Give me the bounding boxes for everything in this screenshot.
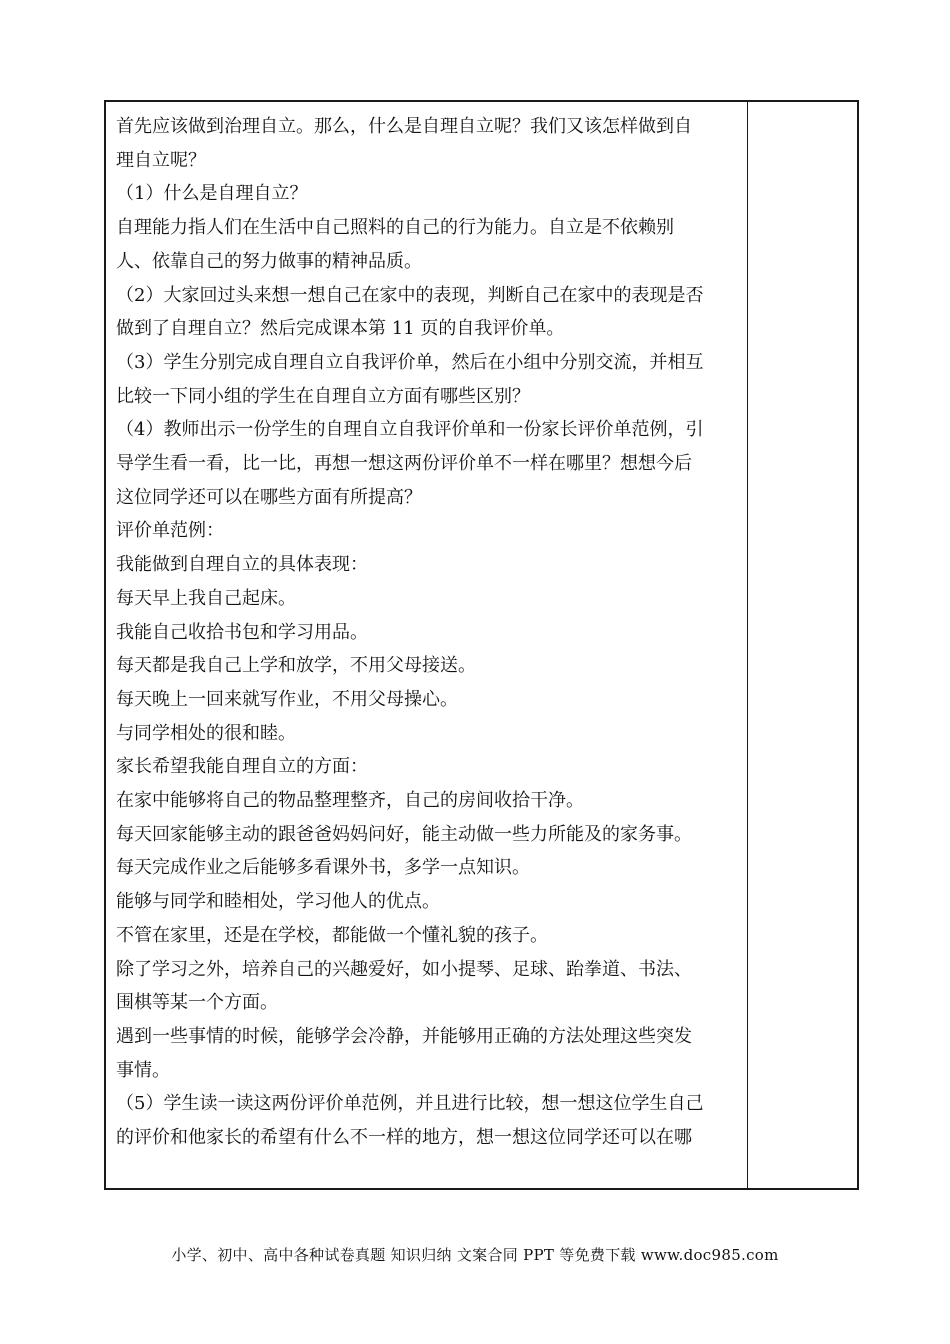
text-line: 评价单范例： — [116, 520, 224, 542]
text-line: 围棋等某一个方面。 — [116, 992, 278, 1014]
text-line: 在家中能够将自己的物品整理整齐，自己的房间收拾干净。 — [116, 790, 584, 812]
text-line: 做到了自理自立？然后完成课本第 11 页的自我评价单。 — [116, 318, 565, 340]
text-line: 不管在家里，还是在学校，都能做一个懂礼貌的孩子。 — [116, 924, 548, 946]
text-line: 遇到一些事情的时候，能够学会冷静，并能够用正确的方法处理这些突发 — [116, 1025, 692, 1047]
text-line: 每天都是我自己上学和放学，不用父母接送。 — [116, 655, 476, 677]
text-line: 人、依靠自己的努力做事的精神品质。 — [116, 250, 422, 272]
text-body — [116, 110, 741, 1155]
text-line: （2）大家回过头来想一想自己在家中的表现，判断自己在家中的表现是否 — [116, 284, 704, 306]
text-line: 与同学相处的很和睦。 — [116, 722, 296, 744]
text-line: 理自立呢？ — [116, 149, 206, 171]
text-line: 每天回家能够主动的跟爸爸妈妈问好，能主动做一些力所能及的家务事。 — [116, 823, 692, 845]
text-line: 的评价和他家长的希望有什么不一样的地方，想一想这位同学还可以在哪 — [116, 1127, 692, 1149]
text-line: （4）教师出示一份学生的自理自立自我评价单和一份家长评价单范例，引 — [116, 419, 704, 441]
text-line: （3）学生分别完成自理自立自我评价单，然后在小组中分别交流，并相互 — [116, 351, 704, 373]
text-line: （5）学生读一读这两份评价单范例，并且进行比较，想一想这位学生自己 — [116, 1093, 704, 1115]
text-line: （1）什么是自理自立？ — [116, 183, 308, 205]
text-line: 家长希望我能自理自立的方面： — [116, 756, 368, 778]
text-line: 首先应该做到治理自立。那么，什么是自理自立呢？我们又该怎样做到自 — [116, 116, 692, 137]
text-line: 每天晚上一回来就写作业，不用父母操心。 — [116, 688, 458, 710]
text-line: 每天完成作业之后能够多看课外书，多学一点知识。 — [116, 857, 530, 879]
lesson-content — [116, 110, 741, 1155]
text-line: 自理能力指人们在生活中自己照料的自己的行为能力。自立是不依赖别 — [116, 217, 674, 239]
text-line: 能够与同学和睦相处，学习他人的优点。 — [116, 891, 440, 913]
text-line: 导学生看一看，比一比，再想一想这两份评价单不一样在哪里？想想今后 — [116, 453, 692, 475]
column-divider — [747, 102, 748, 1188]
text-line: 这位同学还可以在哪些方面有所提高？ — [116, 486, 422, 508]
text-line: 除了学习之外，培养自己的兴趣爱好，如小提琴、足球、跆拳道、书法、 — [116, 958, 692, 980]
page-footer: 小学、初中、高中各种试卷真题 知识归纳 文案合同 PPT 等免费下载 www.doc985.com — [171, 1246, 779, 1264]
text-line: 比较一下同小组的学生在自理自立方面有哪些区别？ — [116, 385, 530, 407]
lesson-table — [104, 100, 859, 1190]
text-line: 事情。 — [116, 1059, 170, 1081]
text-line: 我能自己收拾书包和学习用品。 — [116, 621, 368, 643]
text-line: 每天早上我自己起床。 — [116, 587, 296, 609]
text-line: 我能做到自理自立的具体表现： — [116, 554, 368, 576]
